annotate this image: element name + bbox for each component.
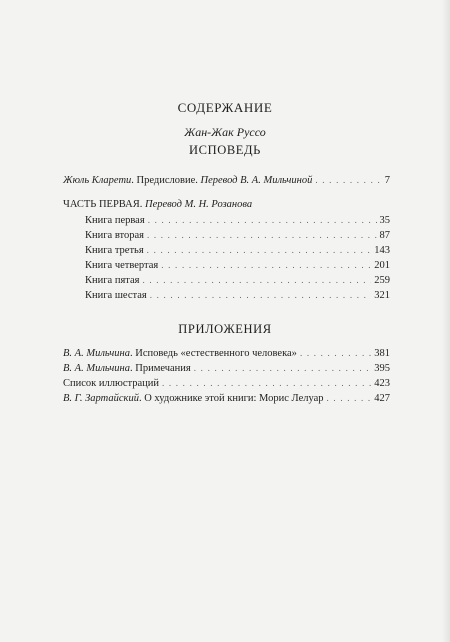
preface-title: . Предисловие.	[131, 175, 201, 186]
toc-entry-appendix	[63, 378, 390, 389]
appendices-title: ПРИЛОЖЕНИЯ	[178, 322, 272, 336]
toc-entry-appendix	[63, 348, 390, 359]
appendix-author: В. А. Мильчина	[63, 348, 130, 359]
toc-entry-book	[85, 215, 390, 226]
page-number: 321	[374, 290, 390, 301]
toc-entry-appendix	[63, 363, 390, 374]
toc-entry-preface	[63, 175, 390, 186]
toc-entry-book	[85, 230, 390, 241]
toc-entry-book	[85, 275, 390, 286]
page-number: 423	[374, 378, 390, 389]
binding-edge	[442, 0, 450, 642]
book-title: Книга четвертая	[85, 260, 159, 271]
book-title: Книга вторая	[85, 230, 144, 241]
page-number: 7	[384, 175, 390, 186]
dot-leader	[162, 378, 371, 388]
appendix-title: . Исповедь «естественного человека»	[130, 348, 297, 359]
dot-leader	[194, 363, 371, 373]
book-title: Книга первая	[85, 215, 145, 226]
page-number: 143	[374, 245, 390, 256]
page-number: 427	[374, 393, 390, 404]
toc-entry-book	[85, 260, 390, 271]
appendix-title: Список иллюстраций	[63, 378, 159, 389]
preface-translator: Перевод В. А. Мильчиной	[200, 175, 313, 186]
appendix-title: . О художнике этой книги: Морис Лелуар	[138, 393, 324, 404]
entry-label	[63, 363, 191, 374]
preface-author: Жюль Кларети	[63, 175, 132, 186]
dot-leader	[143, 275, 372, 285]
toc-entry-appendix	[63, 393, 390, 404]
dot-leader	[150, 290, 372, 300]
appendix-title: . Примечания	[130, 363, 191, 374]
work-title: ИСПОВЕДЬ	[189, 143, 261, 157]
page-number: 201	[374, 260, 390, 271]
appendix-author: В. А. Мильчина	[63, 363, 130, 374]
page-number: 87	[379, 230, 390, 241]
part-one-label: ЧАСТЬ ПЕРВАЯ.	[63, 199, 145, 210]
book-title: Книга пятая	[85, 275, 140, 286]
entry-label	[63, 175, 312, 186]
dot-leader	[161, 260, 371, 270]
page-number: 259	[374, 275, 390, 286]
entry-label	[63, 348, 297, 359]
part-one-header	[63, 199, 252, 210]
dot-leader	[327, 393, 372, 403]
part-one-translator: Перевод М. Н. Розанова	[144, 199, 253, 210]
book-title: Книга шестая	[85, 290, 147, 301]
entry-label	[63, 393, 324, 404]
toc-entry-book	[85, 290, 390, 301]
dot-leader	[300, 348, 371, 358]
appendix-author: В. Г. Зартайский	[63, 393, 139, 404]
toc-entry-book	[85, 245, 390, 256]
contents-title: СОДЕРЖАНИЕ	[177, 100, 273, 115]
dot-leader	[147, 230, 377, 240]
dot-leader	[148, 215, 377, 225]
dot-leader	[147, 245, 372, 255]
author-name: Жан-Жак Руссо	[184, 125, 266, 139]
dot-leader	[315, 175, 381, 185]
page-number: 395	[374, 363, 390, 374]
book-title: Книга третья	[85, 245, 144, 256]
entry-label	[63, 378, 159, 389]
page-number: 35	[379, 215, 390, 226]
page-number: 381	[374, 348, 390, 359]
